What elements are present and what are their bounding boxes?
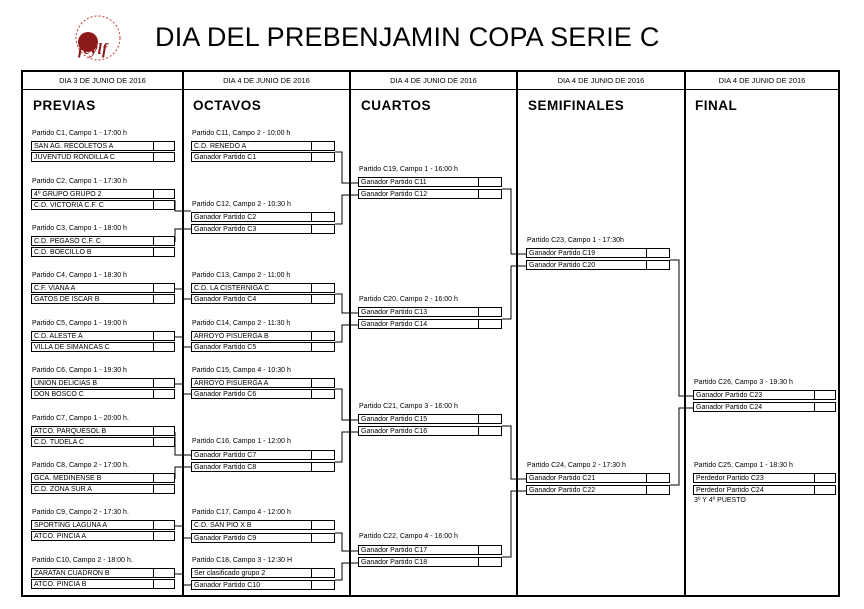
match-label: Partido C5, Campo 1 - 19:00 h — [32, 320, 127, 327]
score-box[interactable] — [311, 283, 335, 293]
score-box[interactable] — [311, 212, 335, 222]
team-name: Ganador Partido C14 — [358, 319, 479, 329]
team-name: C.D. LA CISTERNIGA C — [191, 283, 312, 293]
team-name: Ganador Partido C16 — [358, 426, 479, 436]
score-box[interactable] — [311, 462, 335, 472]
score-box[interactable] — [153, 342, 175, 352]
match-label: Partido C18, Campo 3 - 12:30 H — [192, 557, 292, 564]
match-label: Partido C3, Campo 1 - 18:00 h — [32, 225, 127, 232]
column-date: DIA 4 DE JUNIO DE 2016 — [557, 76, 645, 85]
team-name: Ganador Partido C7 — [191, 450, 312, 460]
score-box[interactable] — [478, 426, 502, 436]
score-box[interactable] — [153, 294, 175, 304]
score-box[interactable] — [153, 389, 175, 399]
score-box[interactable] — [153, 236, 175, 246]
team-name: UNION DELICIAS B — [31, 378, 154, 388]
third-place-note: 3º Y 4º PUESTO — [694, 497, 746, 504]
score-box[interactable] — [153, 531, 175, 541]
match-label: Partido C24, Campo 2 - 17:30 h — [527, 462, 626, 469]
team-name: Ganador Partido C11 — [358, 177, 479, 187]
round-title-semifinales: SEMIFINALES — [528, 98, 625, 113]
column-date: DIA 4 DE JUNIO DE 2016 — [223, 76, 310, 85]
score-box[interactable] — [153, 331, 175, 341]
team-name: Ganador Partido C10 — [191, 580, 312, 590]
team-name: C.D. RENEDO A — [191, 141, 312, 151]
score-box[interactable] — [153, 568, 175, 578]
team-name: C.D. VICTORIA C.F. C — [31, 200, 154, 210]
score-box[interactable] — [153, 200, 175, 210]
team-name: Ganador Partido C1 — [191, 152, 312, 162]
team-name: ARROYO PISUERGA A — [191, 378, 312, 388]
score-box[interactable] — [153, 189, 175, 199]
score-box[interactable] — [311, 152, 335, 162]
match-label: Partido C13, Campo 2 - 11:00 h — [192, 272, 291, 279]
team-name: GCA. MEDINENSE B — [31, 473, 154, 483]
team-name: C.D. BOECILLO B — [31, 247, 154, 257]
match-label: Partido C7, Campo 1 - 20:00 h. — [32, 415, 129, 422]
team-name: DON BOSCO C — [31, 389, 154, 399]
match-label: Partido C2, Campo 1 - 17:30 h — [32, 178, 127, 185]
team-name: ATCO. PARQUESOL B — [31, 426, 154, 436]
score-box[interactable] — [478, 177, 502, 187]
score-box[interactable] — [814, 402, 836, 412]
score-box[interactable] — [814, 390, 836, 400]
team-name: Ganador Partido C9 — [191, 533, 312, 543]
score-box[interactable] — [311, 580, 335, 590]
team-name: Perdedor Partido C23 — [693, 473, 815, 483]
federation-logo — [58, 10, 140, 62]
match-label: Partido C17, Campo 4 - 12:00 h — [192, 509, 291, 516]
score-box[interactable] — [478, 307, 502, 317]
team-name: Ganador Partido C21 — [526, 473, 647, 483]
team-name: Ganador Partido C15 — [358, 414, 479, 424]
round-title-final: FINAL — [695, 98, 738, 113]
score-box[interactable] — [814, 485, 836, 495]
score-box[interactable] — [478, 545, 502, 555]
score-box[interactable] — [311, 224, 335, 234]
team-name: Ganador Partido C22 — [526, 485, 647, 495]
team-name: Ganador Partido C24 — [693, 402, 815, 412]
score-box[interactable] — [153, 579, 175, 589]
score-box[interactable] — [311, 331, 335, 341]
team-name: C.F. VIANA A — [31, 283, 154, 293]
score-box[interactable] — [311, 342, 335, 352]
team-name: Ganador Partido C20 — [526, 260, 647, 270]
team-name: ATCO. PINCIA A — [31, 531, 154, 541]
score-box[interactable] — [153, 283, 175, 293]
column-date: DIA 4 DE JUNIO DE 2016 — [718, 76, 806, 85]
score-box[interactable] — [311, 294, 335, 304]
score-box[interactable] — [478, 319, 502, 329]
match-label: Partido C4, Campo 1 - 18:30 h — [32, 272, 127, 279]
score-box[interactable] — [646, 260, 670, 270]
team-name: C.D. ALESTE A — [31, 331, 154, 341]
team-name: SPORTING LAGUNA A — [31, 520, 154, 530]
team-name: Ganador Partido C4 — [191, 294, 312, 304]
score-box[interactable] — [646, 473, 670, 483]
svg-text:fcylf: fcylf — [78, 41, 108, 58]
match-label: Partido C1, Campo 1 - 17:00 h — [32, 130, 127, 137]
match-label: Partido C21, Campo 3 - 16:00 h — [359, 403, 458, 410]
score-box[interactable] — [311, 141, 335, 151]
score-box[interactable] — [814, 473, 836, 483]
team-name: Ganador Partido C13 — [358, 307, 479, 317]
score-box[interactable] — [153, 247, 175, 257]
team-name: C.D. SAN PIO X B — [191, 520, 312, 530]
match-label: Partido C11, Campo 2 - 10:00 h — [192, 130, 291, 137]
round-title-previas: PREVIAS — [33, 98, 96, 113]
score-box[interactable] — [478, 557, 502, 567]
team-name: Ganador Partido C12 — [358, 189, 479, 199]
score-box[interactable] — [153, 484, 175, 494]
team-name: ARROYO PISUERGA B — [191, 331, 312, 341]
team-name: SAN AG. RECOLETOS A — [31, 141, 154, 151]
team-name: Ganador Partido C17 — [358, 545, 479, 555]
team-name: Ganador Partido C8 — [191, 462, 312, 472]
team-name: Ser clasificado grupo 2 — [191, 568, 312, 578]
page-title: DIA DEL PREBENJAMIN COPA SERIE C — [155, 22, 660, 52]
match-label: Partido C8, Campo 2 - 17:00 h. — [32, 462, 129, 469]
score-box[interactable] — [311, 378, 335, 388]
match-label: Partido C22, Campo 4 - 16:00 h — [359, 533, 458, 540]
match-label: Partido C14, Campo 2 - 11:30 h — [192, 320, 291, 327]
score-box[interactable] — [646, 248, 670, 258]
team-name: Perdedor Partido C24 — [693, 485, 815, 495]
team-name: ATCO. PINCIA B — [31, 579, 154, 589]
team-name: ZARATAN CUADRON B — [31, 568, 154, 578]
team-name: Ganador Partido C5 — [191, 342, 312, 352]
round-title-cuartos: CUARTOS — [361, 98, 432, 113]
score-box[interactable] — [311, 533, 335, 543]
score-box[interactable] — [478, 189, 502, 199]
team-name: Ganador Partido C6 — [191, 389, 312, 399]
team-name: JUVENTUD RONDILLA C — [31, 152, 154, 162]
match-label: Partido C10, Campo 2 - 18:00 h. — [32, 557, 133, 564]
score-box[interactable] — [311, 568, 335, 578]
match-label: Partido C9, Campo 2 - 17:30 h. — [32, 509, 129, 516]
match-label: Partido C15, Campo 4 - 10:30 h — [192, 367, 291, 374]
team-name: C.D. ZONA SUR A — [31, 484, 154, 494]
score-box[interactable] — [311, 389, 335, 399]
team-name: GATOS DE ISCAR B — [31, 294, 154, 304]
match-label: Partido C6, Campo 1 - 19:30 h — [32, 367, 127, 374]
team-name: C.D. PEGASO C.F. C — [31, 236, 154, 246]
round-title-octavos: OCTAVOS — [193, 98, 262, 113]
score-box[interactable] — [646, 485, 670, 495]
score-box[interactable] — [153, 141, 175, 151]
score-box[interactable] — [153, 426, 175, 436]
match-label: Partido C12, Campo 2 - 10:30 h — [192, 201, 291, 208]
score-box[interactable] — [311, 520, 335, 530]
score-box[interactable] — [311, 450, 335, 460]
match-label: Partido C20, Campo 2 - 16:00 h — [359, 296, 458, 303]
header-divider — [21, 89, 840, 90]
team-name: C.D. TUDELA C — [31, 437, 154, 447]
score-box[interactable] — [153, 437, 175, 447]
match-label: Partido C16, Campo 1 - 12:00 h — [192, 438, 291, 445]
column-divider — [684, 70, 686, 597]
match-label: Partido C25, Campo 1 - 18:30 h — [694, 462, 793, 469]
score-box[interactable] — [153, 473, 175, 483]
column-date: DIA 3 DE JUNIO DE 2016 — [59, 76, 146, 85]
team-name: VILLA DE SIMANCAS C — [31, 342, 154, 352]
column-divider — [349, 70, 351, 597]
match-label: Partido C23, Campo 1 - 17:30h — [527, 237, 624, 244]
team-name: Ganador Partido C3 — [191, 224, 312, 234]
team-name: 4º GRUPO GRUPO 2 — [31, 189, 154, 199]
match-label: Partido C19, Campo 1 - 16:00 h — [359, 166, 458, 173]
team-name: Ganador Partido C2 — [191, 212, 312, 222]
column-divider — [182, 70, 184, 597]
score-box[interactable] — [153, 378, 175, 388]
team-name: Ganador Partido C19 — [526, 248, 647, 258]
score-box[interactable] — [478, 414, 502, 424]
score-box[interactable] — [153, 152, 175, 162]
score-box[interactable] — [153, 520, 175, 530]
column-date: DIA 4 DE JUNIO DE 2016 — [390, 76, 477, 85]
column-divider — [516, 70, 518, 597]
team-name: Ganador Partido C23 — [693, 390, 815, 400]
match-label: Partido C26, Campo 3 - 19:30 h — [694, 379, 793, 386]
team-name: Ganador Partido C18 — [358, 557, 479, 567]
